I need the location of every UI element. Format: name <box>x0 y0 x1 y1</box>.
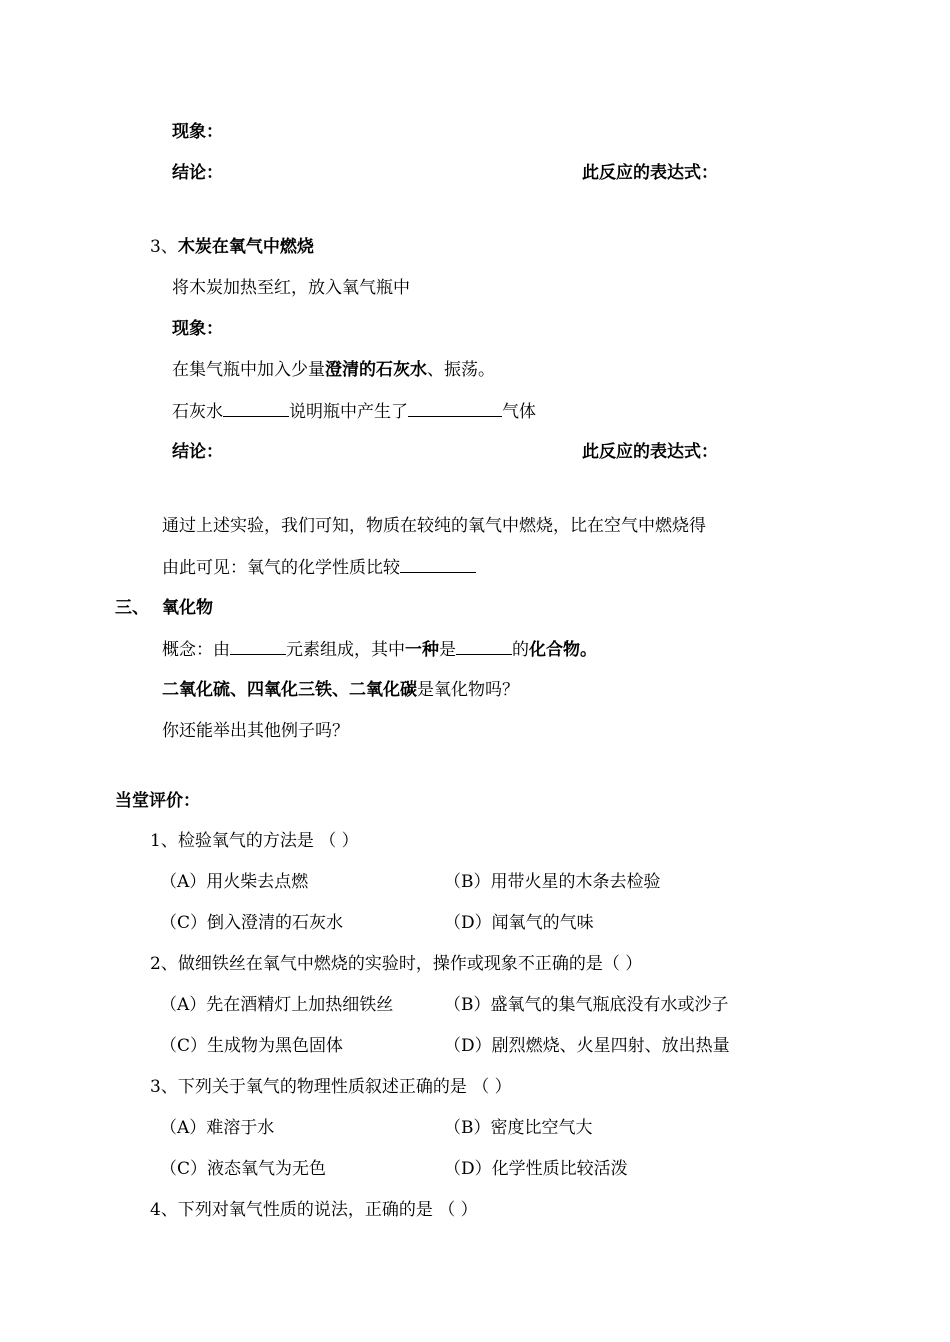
question-1-option-b: （B）用带火星的木条去检验 <box>444 872 661 892</box>
question-3: 3、下列关于氧气的物理性质叙述正确的是 （ ） <box>150 1077 512 1097</box>
charcoal-heading <box>150 236 314 258</box>
summary-line-1: 通过上述实验，我们可知，物质在较纯的氧气中燃烧，比在空气中燃烧得 <box>162 516 706 536</box>
question-3-option-b: （B）密度比空气大 <box>444 1118 593 1138</box>
charcoal-step2 <box>172 359 495 381</box>
charcoal-step2-pre: 在集气瓶中加入少量 <box>172 360 325 380</box>
question-4: 4、下列对氧气性质的说法，正确的是 （ ） <box>150 1200 478 1220</box>
charcoal-expression-label: 此反应的表达式： <box>582 442 718 462</box>
oxide-question <box>162 679 519 701</box>
oxide-concept <box>162 638 597 661</box>
question-2-option-b: （B）盛氧气的集气瓶底没有水或沙子 <box>444 995 729 1015</box>
section-three-title: 氧化物 <box>162 598 213 618</box>
charcoal-step1: 将木炭加热至红，放入氧气瓶中 <box>172 278 410 298</box>
concept-post: 的 <box>512 640 529 660</box>
limewater-pre: 石灰水 <box>172 402 223 422</box>
section-three-number: 三、 <box>115 598 149 618</box>
question-3-option-d: （D）化学性质比较活泼 <box>444 1159 628 1179</box>
oxide-examples: 你还能举出其他例子吗？ <box>162 721 349 741</box>
limewater-blank-1 <box>223 400 289 417</box>
summary-line-2 <box>162 556 476 579</box>
limewater-post: 气体 <box>502 402 536 422</box>
concept-bold-one: 一种 <box>405 640 439 660</box>
question-2-option-d: （D）剧烈燃烧、火星四射、放出热量 <box>444 1036 730 1056</box>
concept-bold-compound: 化合物。 <box>529 640 597 660</box>
question-2-option-a: （A）先在酒精灯上加热细铁丝 <box>160 995 394 1015</box>
question-1-option-d: （D）闻氧气的气味 <box>444 913 594 933</box>
question-3-option-a: （A）难溶于水 <box>160 1118 275 1138</box>
expression-label-prev: 此反应的表达式： <box>582 163 718 183</box>
gas-blank <box>408 400 502 417</box>
question-3-option-c: （C）液态氧气为无色 <box>160 1159 327 1179</box>
limewater-mid: 说明瓶中产生了 <box>289 402 408 422</box>
concept-pre: 概念：由 <box>162 640 230 660</box>
charcoal-conclusion-label: 结论： <box>172 442 223 462</box>
conclusion-label-prev: 结论： <box>172 163 223 183</box>
chem-property-blank <box>400 556 476 573</box>
charcoal-heading-text: 木炭在氧气中燃烧 <box>177 237 314 257</box>
charcoal-step2-post: 、振荡。 <box>427 360 495 380</box>
question-1-option-c: （C）倒入澄清的石灰水 <box>160 913 344 933</box>
charcoal-phenomenon-label: 现象： <box>172 319 223 339</box>
question-1: 1、检验氧气的方法是 （ ） <box>150 831 359 851</box>
concept-mid2: 是 <box>439 640 456 660</box>
summary-line-2-text: 由此可见：氧气的化学性质比较 <box>162 558 400 578</box>
concept-blank-1 <box>230 638 286 655</box>
limewater-line <box>172 400 536 423</box>
limewater-bold: 澄清的石灰水 <box>325 360 427 380</box>
question-2: 2、做细铁丝在氧气中燃烧的实验时，操作或现象不正确的是（ ） <box>150 954 643 974</box>
oxide-question-bold: 二氧化硫、四氧化三铁、二氧化碳 <box>162 680 417 700</box>
question-1-option-a: （A）用火柴去点燃 <box>160 872 309 892</box>
oxide-question-post: 是氧化物吗？ <box>417 680 519 700</box>
question-2-option-c: （C）生成物为黑色固体 <box>160 1036 344 1056</box>
concept-blank-2 <box>456 638 512 655</box>
charcoal-heading-number: 3、 <box>150 237 178 257</box>
phenomenon-label-prev: 现象： <box>172 122 223 142</box>
concept-mid: 元素组成，其中 <box>286 640 405 660</box>
evaluation-title: 当堂评价： <box>115 791 200 811</box>
